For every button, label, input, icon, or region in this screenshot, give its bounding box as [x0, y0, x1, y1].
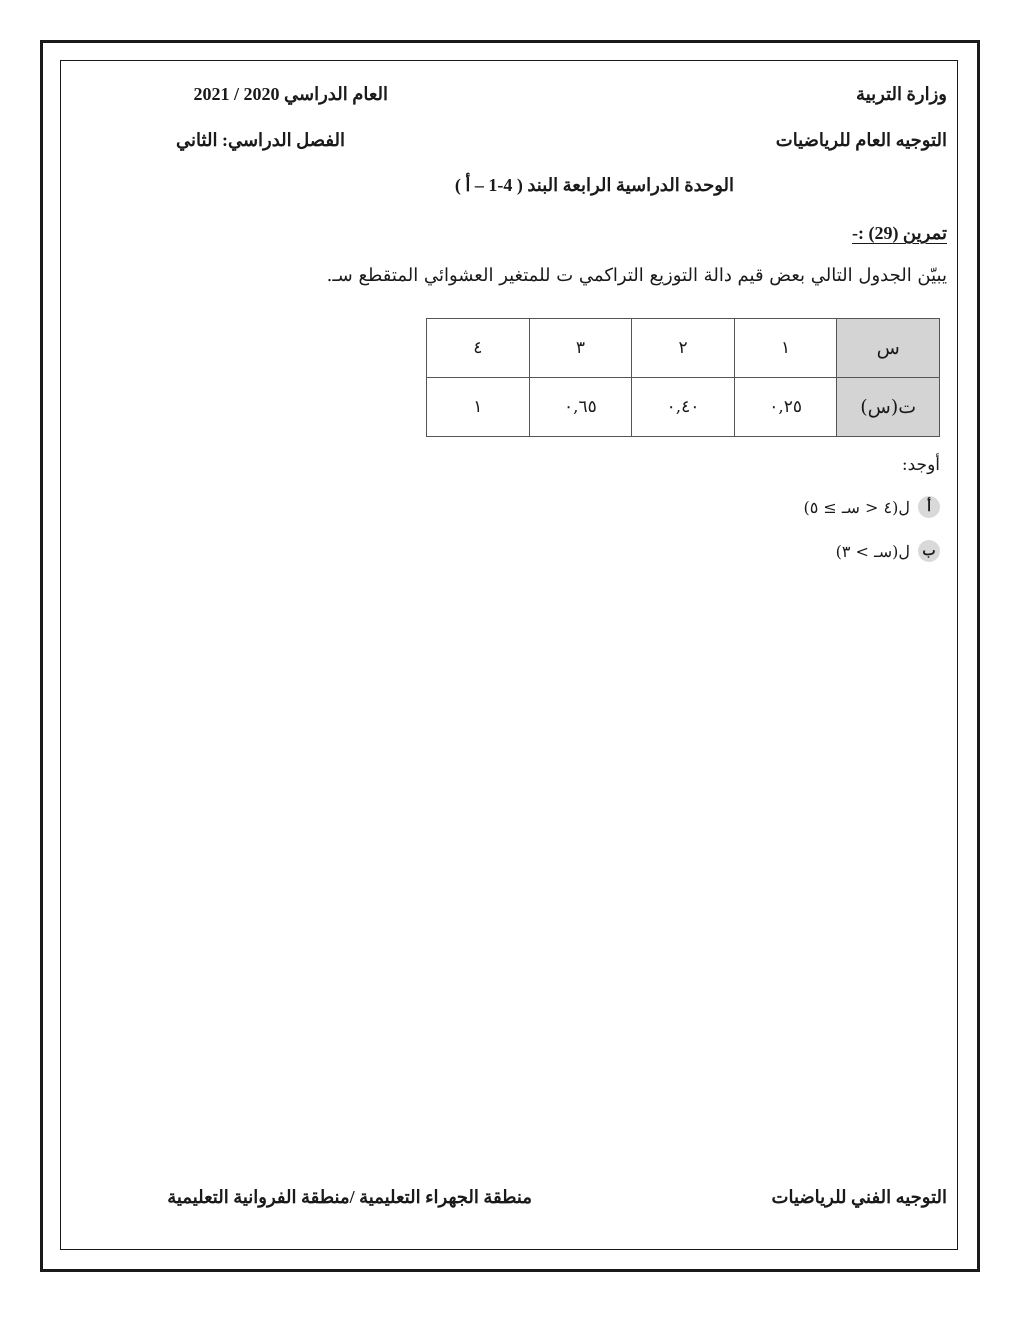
exercise-intro: يبيّن الجدول التالي بعض قيم دالة التوزيع التراكمي ت للمتغير العشوائي المتقطع سـ. — [326, 265, 947, 286]
table-cell: ٣ — [529, 319, 632, 378]
table-cell: ١ — [427, 378, 530, 437]
table-header-t: ت(س) — [837, 378, 940, 437]
inner-border — [60, 60, 958, 1250]
academic-year: العام الدراسي 2020 / 2021 — [193, 84, 388, 104]
question-badge: أ — [918, 496, 940, 518]
table-cell: ٠,٦٥ — [529, 378, 632, 437]
question-text: ل(٤ < سـ ≥ ٥) — [803, 497, 910, 517]
question-b — [836, 540, 940, 562]
semester-label: الفصل الدراسي: الثاني — [176, 130, 345, 150]
table-cell: ٠,٢٥ — [734, 378, 837, 437]
table-header-x: س — [837, 319, 940, 378]
question-a — [803, 496, 940, 518]
find-label: أوجد: — [901, 455, 940, 475]
table-row — [427, 319, 940, 378]
exercise-title: تمرين (29) :- — [851, 223, 947, 243]
table-cell: ٤ — [427, 319, 530, 378]
table-cell: ٠,٤٠ — [632, 378, 735, 437]
question-badge: ب — [918, 540, 940, 562]
table-cell: ٢ — [632, 319, 735, 378]
table-cell: ١ — [734, 319, 837, 378]
unit-title: الوحدة الدراسية الرابعة البند ( 4-1 – أ ) — [454, 175, 734, 195]
table-row — [427, 378, 940, 437]
ministry-name: وزارة التربية — [856, 84, 947, 104]
footer-department: التوجيه الفني للرياضيات — [771, 1187, 947, 1207]
directorate-name: التوجيه العام للرياضيات — [775, 130, 947, 150]
question-text: ل(سـ > ٣) — [835, 541, 910, 561]
distribution-table — [426, 318, 940, 437]
footer-regions: منطقة الجهراء التعليمية /منطقة الفروانية التعليمية — [167, 1187, 532, 1207]
